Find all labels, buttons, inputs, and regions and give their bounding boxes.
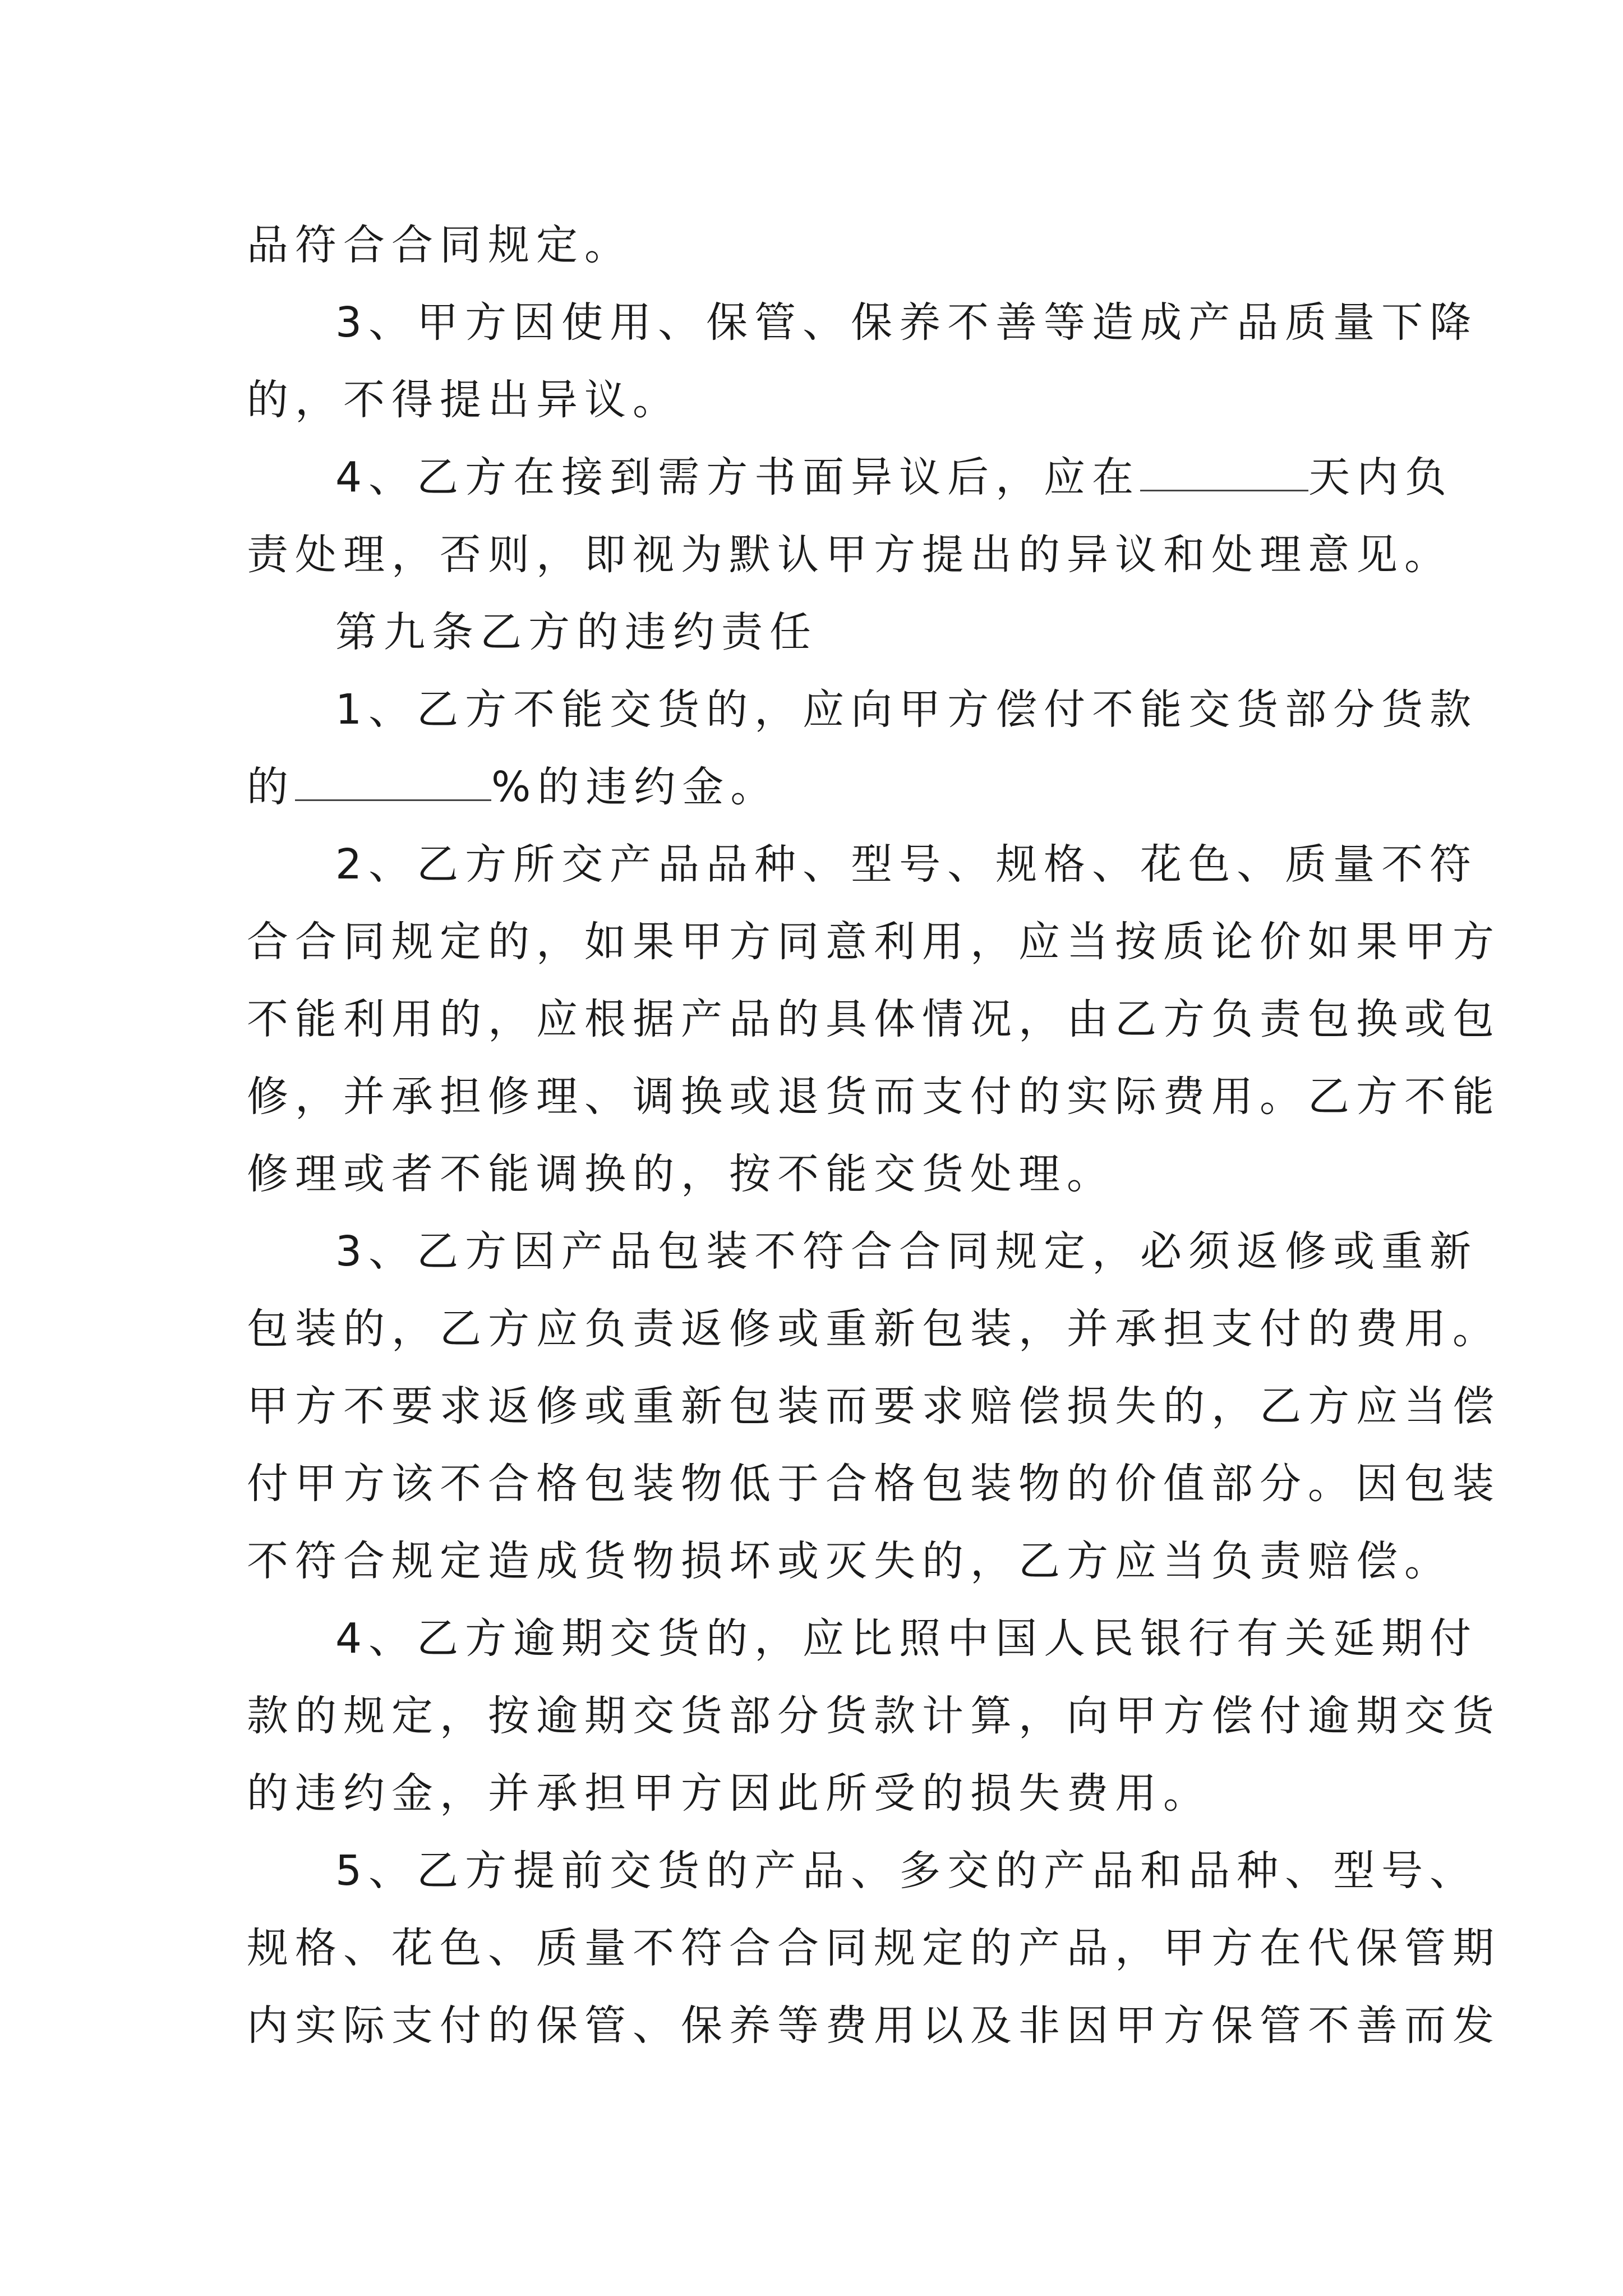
- text-line: 的违约金，并承担甲方因此所受的损失费用。: [247, 1769, 1211, 1818]
- section-heading: 第九条乙方的违约责任: [335, 608, 818, 656]
- fill-in-blank-percent: [295, 763, 491, 801]
- text-line: 2、乙方所交产品品种、型号、规格、花色、质量不符: [335, 840, 1478, 889]
- text-line: 甲方不要求返修或重新包装而要求赔偿损失的，乙方应当偿: [247, 1382, 1501, 1430]
- text-line: 规格、花色、质量不符合合同规定的产品，甲方在代保管期: [247, 1924, 1501, 1972]
- text-line: [247, 756, 778, 818]
- text-segment: %的违约金。: [491, 763, 779, 811]
- text-line: 责处理，否则，即视为默认甲方提出的异议和处理意见。: [247, 531, 1453, 579]
- text-line: 1、乙方不能交货的，应向甲方偿付不能交货部分货款: [335, 685, 1478, 734]
- text-line: 品符合合同规定。: [247, 221, 633, 269]
- text-segment: 的: [247, 763, 295, 811]
- text-line: 合合同规定的，如果甲方同意利用，应当按质论价如果甲方: [247, 918, 1501, 966]
- text-line: 修理或者不能调换的，按不能交货处理。: [247, 1150, 1115, 1198]
- text-line: 4、乙方逾期交货的，应比照中国人民银行有关延期付: [335, 1614, 1478, 1663]
- text-segment: 4、乙方在接到需方书面异议后，应在: [335, 453, 1141, 501]
- text-line: 不符合规定造成货物损坏或灭失的，乙方应当负责赔偿。: [247, 1537, 1453, 1585]
- text-line: 3、乙方因产品包装不符合合同规定，必须返修或重新: [335, 1227, 1478, 1276]
- fill-in-blank-days: [1140, 454, 1308, 491]
- text-segment: 天内负: [1308, 453, 1454, 501]
- text-line: 款的规定，按逾期交货部分货款计算，向甲方偿付逾期交货: [247, 1692, 1501, 1740]
- text-line: 内实际支付的保管、保养等费用以及非因甲方保管不善而发: [247, 2001, 1501, 2050]
- text-line: 付甲方该不合格包装物低于合格包装物的价值部分。因包装: [247, 1460, 1501, 1508]
- text-line: 包装的，乙方应负责返修或重新包装，并承担支付的费用。: [247, 1305, 1501, 1353]
- text-line: 5、乙方提前交货的产品、多交的产品和品种、型号、: [335, 1847, 1478, 1895]
- text-line: [335, 447, 1453, 508]
- text-line: 的，不得提出异议。: [247, 376, 681, 424]
- text-line: 不能利用的，应根据产品的具体情况，由乙方负责包换或包: [247, 995, 1501, 1043]
- text-line: 修，并承担修理、调换或退货而支付的实际费用。乙方不能: [247, 1073, 1501, 1121]
- text-line: 3、甲方因使用、保管、保养不善等造成产品质量下降: [335, 298, 1478, 347]
